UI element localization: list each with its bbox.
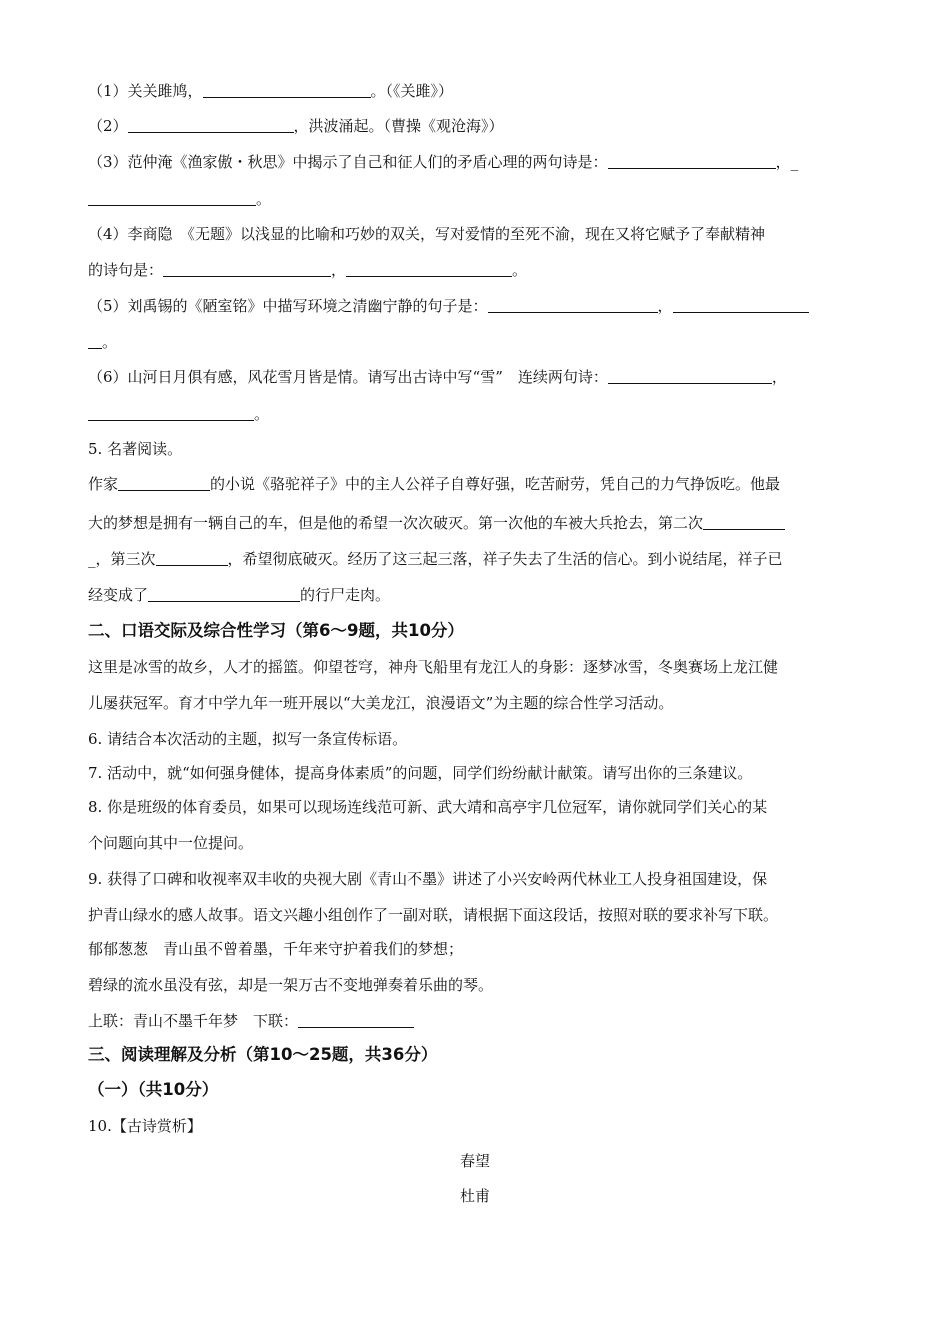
q4-item-5-text-a: （5）刘禹锡的《陋室铭》中描写环境之清幽宁静的句子是： xyxy=(88,297,488,315)
q4-item-5-continued xyxy=(88,331,117,353)
q4-item-4-text-a: 的诗句是： xyxy=(88,261,164,279)
section-2-intro-1: 这里是冰雪的故乡，人才的摇篮。仰望苍穹，神舟飞船里有龙江人的身影：逐梦冰雪，冬奥赛场上龙江健 xyxy=(88,658,779,676)
q4-item-6-continued xyxy=(88,403,269,425)
couplet-line-1: 郁郁葱葱 青山虽不曾着墨，千年来守护着我们的梦想； xyxy=(88,940,464,958)
couplet-answer xyxy=(88,1010,414,1032)
answer-blank[interactable] xyxy=(148,585,300,602)
answer-blank[interactable] xyxy=(156,549,228,566)
answer-blank[interactable] xyxy=(203,81,371,98)
q4-item-5-text-c: 。 xyxy=(102,333,118,351)
question-6: 6. 请结合本次活动的主题，拟写一条宣传标语。 xyxy=(88,730,408,748)
section-2-heading: 二、口语交际及综合性学习（第6～9题，共10分） xyxy=(88,621,464,640)
poem-author: 杜甫 xyxy=(459,1187,490,1205)
q5-line-4-text-a: 经变成了 xyxy=(88,586,149,604)
q5-line-1 xyxy=(88,473,780,495)
q4-item-3-continued xyxy=(88,188,271,210)
answer-blank[interactable] xyxy=(128,116,294,133)
section-3-sub-1: （一）（共10分） xyxy=(88,1080,219,1099)
question-9-line-2: 护青山绿水的感人故事。语文兴趣小组创作了一副对联，请根据下面这段话，按照对联的要求补写下联。 xyxy=(88,906,779,924)
section-3-heading: 三、阅读理解及分析（第10～25题，共36分） xyxy=(88,1045,438,1064)
q4-item-6-text-a: （6）山河日月俱有感，风花雪月皆是情。请写出古诗中写“雪” 连续两句诗： xyxy=(88,368,608,386)
q4-item-2 xyxy=(88,115,504,137)
q5-line-3-text-b: ，希望彻底破灭。经历了这三起三落，祥子失去了生活的信心。到小说结尾，祥子已 xyxy=(227,550,783,568)
q4-item-1 xyxy=(88,80,453,102)
q4-item-3-text-a: （3）范仲淹《渔家傲・秋思》中揭示了自己和征人们的矛盾心理的两句诗是： xyxy=(88,153,608,171)
answer-blank[interactable] xyxy=(488,296,658,313)
q5-line-1-text-a: 作家 xyxy=(88,475,119,493)
q5-line-4-text-b: 的行尸走肉。 xyxy=(300,586,391,604)
q5-line-3 xyxy=(88,548,783,570)
q4-item-6 xyxy=(88,366,787,388)
q5-line-4 xyxy=(88,584,390,606)
question-9-line-1: 9. 获得了口碑和收视率双丰收的央视大剧《青山不墨》讲述了小兴安岭两代林业工人投身祖国建设，保 xyxy=(88,870,768,888)
q5-line-3-text-a: _，第三次 xyxy=(88,550,156,568)
question-8-line-1: 8. 你是班级的体育委员，如果可以现场连线范可新、武大靖和高亭宇几位冠军，请你就同学们关心的某 xyxy=(88,798,768,816)
answer-blank[interactable] xyxy=(673,296,809,313)
q4-item-4-continued xyxy=(88,259,527,281)
q5-line-2-text-a: 大的梦想是拥有一辆自己的车，但是他的希望一次次破灭。第一次他的车被大兵抢去，第二次 xyxy=(88,514,704,532)
answer-blank[interactable] xyxy=(118,474,210,491)
q5-line-2 xyxy=(88,512,785,534)
q4-item-1-text-b: 。（《关雎》） xyxy=(370,82,454,100)
poem-title: 春望 xyxy=(459,1152,490,1170)
q4-item-5-text-b: ， xyxy=(657,297,673,315)
q5-title: 5. 名著阅读。 xyxy=(88,440,183,458)
q4-item-5 xyxy=(88,295,809,317)
question-7: 7. 活动中，就“如何强身健体，提高身体素质”的问题，同学们纷纷献计献策。请写出你的三条建议。 xyxy=(88,764,753,782)
q4-item-4-text-b: ， xyxy=(331,261,347,279)
q4-item-3 xyxy=(88,151,798,173)
answer-blank[interactable] xyxy=(298,1011,414,1028)
question-8-line-2: 个问题向其中一位提问。 xyxy=(88,834,254,852)
answer-blank[interactable] xyxy=(346,260,512,277)
q4-item-2-text-b: ，洪波涌起。（曹操《观沧海》） xyxy=(293,117,504,135)
q4-item-2-text-a: （2） xyxy=(88,117,128,135)
q4-item-1-text-a: （1）关关雎鸠， xyxy=(88,82,203,100)
couplet-answer-label: 上联：青山不墨千年梦 下联： xyxy=(88,1012,299,1030)
answer-blank[interactable] xyxy=(88,404,254,421)
answer-blank[interactable] xyxy=(608,367,772,384)
answer-blank[interactable] xyxy=(88,189,256,206)
q5-line-1-text-b: 的小说《骆驼祥子》中的主人公祥子自尊好强，吃苦耐劳，凭自己的力气挣饭吃。他最 xyxy=(210,475,781,493)
q4-item-3-text-b: ，_ xyxy=(775,153,799,171)
question-10: 10.【古诗赏析】 xyxy=(88,1117,202,1135)
q4-item-6-text-c: 。 xyxy=(254,405,270,423)
q4-item-6-text-b: ， xyxy=(771,368,787,386)
answer-blank[interactable] xyxy=(163,260,331,277)
q4-item-4 xyxy=(88,223,765,245)
answer-blank[interactable] xyxy=(88,332,102,349)
answer-blank[interactable] xyxy=(608,152,776,169)
q4-item-3-text-c: 。 xyxy=(256,190,272,208)
q4-item-4-text-c: 。 xyxy=(512,261,528,279)
q4-item-4-line1: （4）李商隐 《无题》以浅显的比喻和巧妙的双关，写对爱情的至死不渝，现在又将它赋予了奉献精神 xyxy=(88,225,766,243)
couplet-line-2: 碧绿的流水虽没有弦，却是一架万古不变地弹奏着乐曲的琴。 xyxy=(88,976,494,994)
answer-blank[interactable] xyxy=(703,513,785,530)
section-2-intro-2: 儿屡获冠军。育才中学九年一班开展以“大美龙江，浪漫语文”为主题的综合性学习活动。 xyxy=(88,694,674,712)
